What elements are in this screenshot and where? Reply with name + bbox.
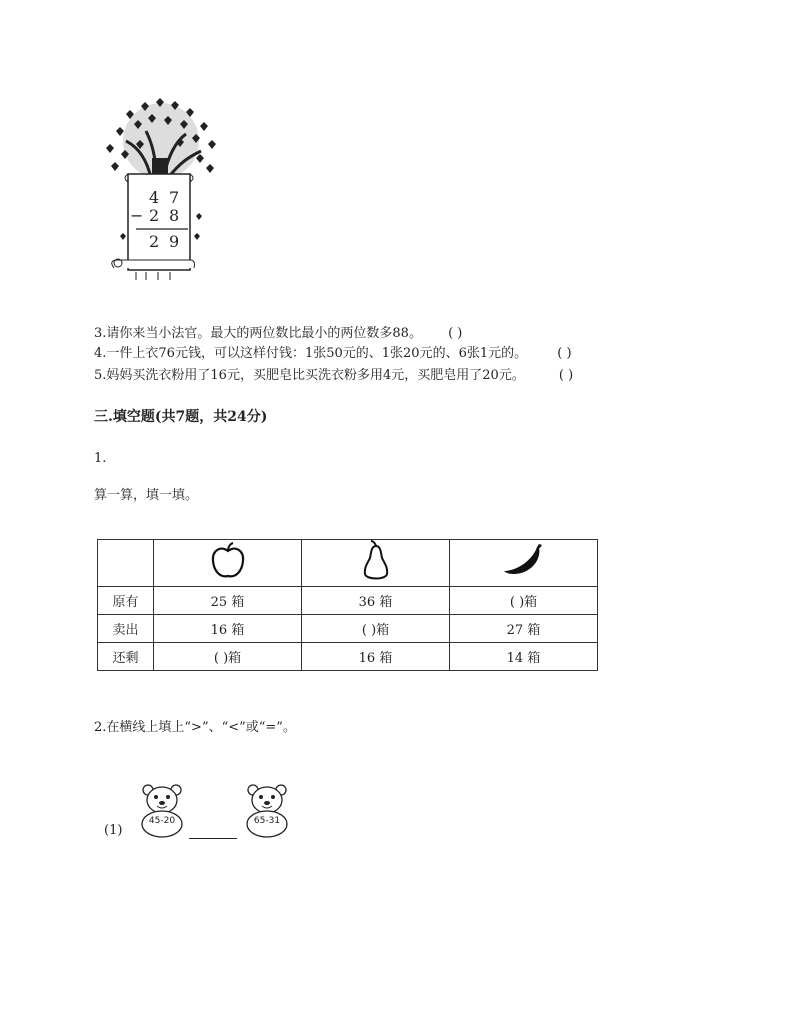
fruit-table — [97, 539, 598, 671]
bear-right — [243, 782, 291, 838]
table-cell: 16 箱 — [154, 615, 302, 643]
blank-cell[interactable]: ( )箱 — [302, 615, 450, 643]
judge-question-3-paren[interactable]: ( ) — [448, 326, 463, 341]
header-empty-cell — [98, 540, 154, 587]
minus-sign: − — [130, 206, 144, 225]
bear-icon — [243, 782, 291, 838]
table-cell: 27 箱 — [450, 615, 598, 643]
blank-cell[interactable]: ( )箱 — [154, 643, 302, 671]
bear-right-expression: 65-31 — [253, 816, 281, 826]
bear-icon — [138, 782, 186, 838]
calc-row3-ones: 9 — [169, 232, 180, 251]
table-cell: 25 箱 — [154, 587, 302, 615]
item-label: (1) — [104, 823, 123, 838]
table-cell: 16 箱 — [302, 643, 450, 671]
judge-question-5 — [94, 364, 573, 383]
table-header-row — [98, 540, 598, 587]
question-2-text: 2.在横线上填上“>”、“<”或“=”。 — [94, 720, 296, 735]
calc-row1-ones: 7 — [169, 188, 180, 207]
tree-scroll-illustration — [96, 96, 226, 286]
row-label: 原有 — [98, 587, 154, 615]
table-row — [98, 587, 598, 615]
row-label: 卖出 — [98, 615, 154, 643]
header-apple-cell — [154, 540, 302, 587]
table-row — [98, 643, 598, 671]
table-cell: 14 箱 — [450, 643, 598, 671]
row-label: 还剩 — [98, 643, 154, 671]
bear-left-expression: 45-20 — [148, 816, 176, 826]
bear-left — [138, 782, 186, 838]
header-banana-cell — [450, 540, 598, 587]
judge-question-4-text: 4.一件上衣76元钱，可以这样付钱：1张50元的、1张20元的、6张1元的。 — [94, 346, 528, 361]
banana-icon — [501, 543, 547, 579]
judge-question-4-paren[interactable]: ( ) — [557, 346, 572, 361]
calc-row2-tens: 2 — [149, 206, 160, 225]
judge-question-5-text: 5.妈妈买洗衣粉用了16元，买肥皂比买洗衣粉多用4元，买肥皂用了20元。 — [94, 368, 525, 383]
blank-cell[interactable]: ( )箱 — [450, 587, 598, 615]
answer-blank-line[interactable] — [189, 838, 237, 839]
question-1-number: 1. — [94, 451, 107, 466]
calc-row2-ones: 8 — [169, 206, 180, 225]
pear-icon — [359, 540, 393, 582]
calc-row1-tens: 4 — [149, 188, 160, 207]
table-row — [98, 615, 598, 643]
section-title: 三.填空题(共7题，共24分) — [94, 409, 268, 425]
calc-row3-tens: 2 — [149, 232, 160, 251]
judge-question-3 — [94, 322, 462, 341]
judge-question-4 — [94, 342, 572, 361]
tree-icon — [96, 96, 226, 286]
judge-question-3-text: 3.请你来当小法官。最大的两位数比最小的两位数多88。 — [94, 326, 422, 341]
judge-question-5-paren[interactable]: ( ) — [558, 368, 574, 383]
apple-icon — [208, 541, 248, 581]
table-cell: 36 箱 — [302, 587, 450, 615]
question-1-prompt: 算一算，填一填。 — [94, 488, 199, 503]
header-pear-cell — [302, 540, 450, 587]
